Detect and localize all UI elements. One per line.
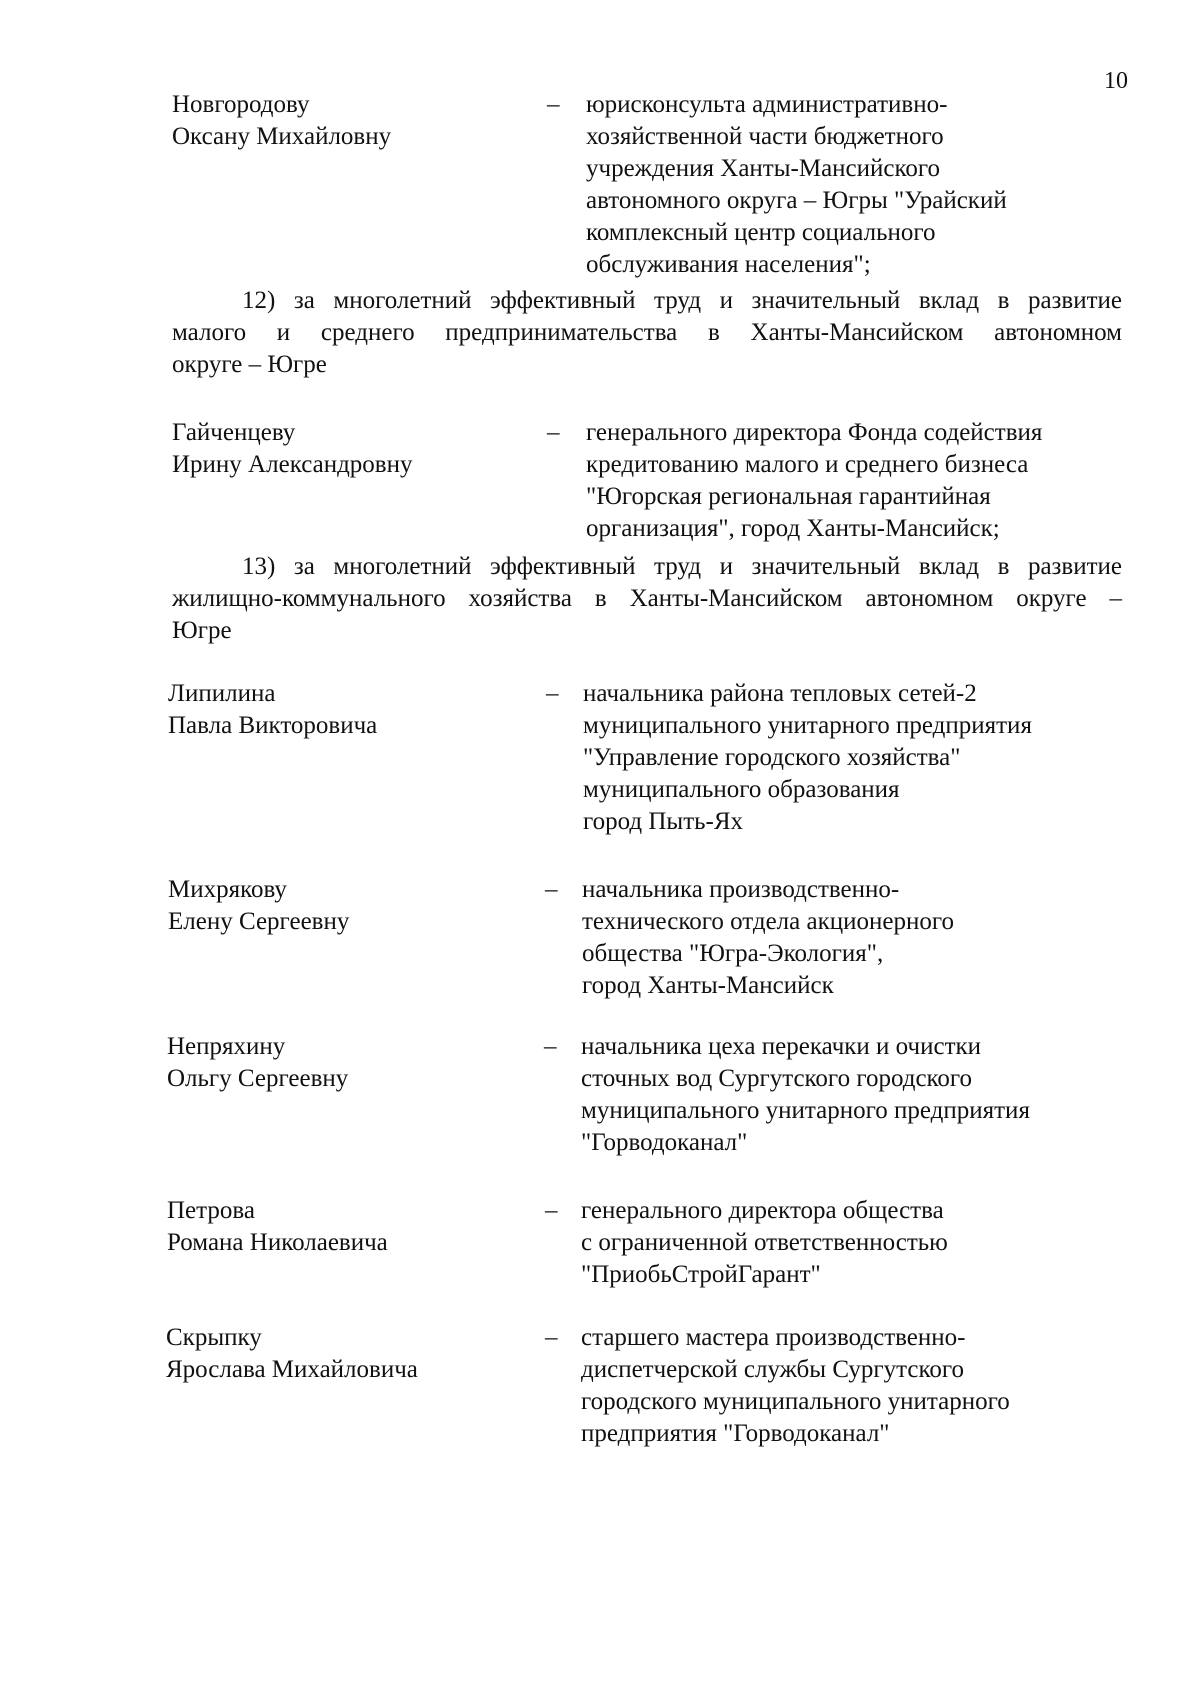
recipient-position: генерального директора общества с ограниченной ответственностью "ПриобьСтройГарант" xyxy=(581,1197,948,1288)
award-entry xyxy=(166,1322,1116,1452)
award-entry xyxy=(167,1195,1117,1295)
award-category-paragraph: 13) за многолетний эффективный труд и значительный вклад в развитие жилищно-коммунального хозяйства в Ханты-Мансийском автономном округе – Югре xyxy=(172,553,1122,644)
dash-separator: – xyxy=(545,1197,558,1224)
recipient-position: начальника района тепловых сетей-2 муниципального унитарного предприятия "Управление городского хозяйства" муниципального образования город Пыть-Ях xyxy=(583,680,1032,835)
recipient-position: генерального директора Фонда содействия кредитованию малого и среднего бизнеса "Югорская региональная гарантийная организация", город Ханты-Мансийск; xyxy=(586,419,1043,542)
award-entry xyxy=(167,1031,1117,1161)
recipient-name: Петрова Романа Николаевича xyxy=(167,1197,388,1256)
recipient-name: Непряхину Ольгу Сергеевну xyxy=(167,1033,349,1092)
recipient-name: Скрыпку Ярослава Михайловича xyxy=(166,1324,418,1383)
award-category-paragraph: 12) за многолетний эффективный труд и значительный вклад в развитие малого и среднего предпринимательства в Ханты-Мансийском автономном округе – Югре xyxy=(172,287,1122,378)
recipient-position: юрисконсульта административно- хозяйственной части бюджетного учреждения Ханты-Мансийского автономного округа – Югры "Урайский комплексный центр социального обслуживания населения"; xyxy=(586,91,1007,278)
page-number: 10 xyxy=(1104,68,1128,94)
recipient-name: Гайченцеву Ирину Александровну xyxy=(172,419,413,478)
award-entry xyxy=(168,874,1118,1004)
dash-separator: – xyxy=(544,1033,557,1060)
dash-separator: – xyxy=(547,91,560,118)
recipient-position: начальника цеха перекачки и очистки сточных вод Сургутского городского муниципального унитарного предприятия "Горводоканал" xyxy=(581,1033,1030,1156)
recipient-name: Липилина Павла Викторовича xyxy=(168,680,378,739)
dash-separator: – xyxy=(545,876,558,903)
dash-separator: – xyxy=(546,680,559,707)
dash-separator: – xyxy=(545,1324,558,1351)
award-entry xyxy=(172,417,1122,547)
recipient-position: начальника производственно- технического отдела акционерного общества "Югра-Экология", город Ханты-Мансийск xyxy=(582,876,954,999)
award-entry xyxy=(172,89,1122,289)
dash-separator: – xyxy=(547,419,560,446)
award-entry xyxy=(168,678,1118,843)
recipient-position: старшего мастера производственно- диспетчерской службы Сургутского городского муниципального унитарного предприятия "Горводоканал" xyxy=(581,1324,1010,1447)
recipient-name: Михрякову Елену Сергеевну xyxy=(168,876,350,935)
recipient-name: Новгородову Оксану Михайловну xyxy=(172,91,392,150)
